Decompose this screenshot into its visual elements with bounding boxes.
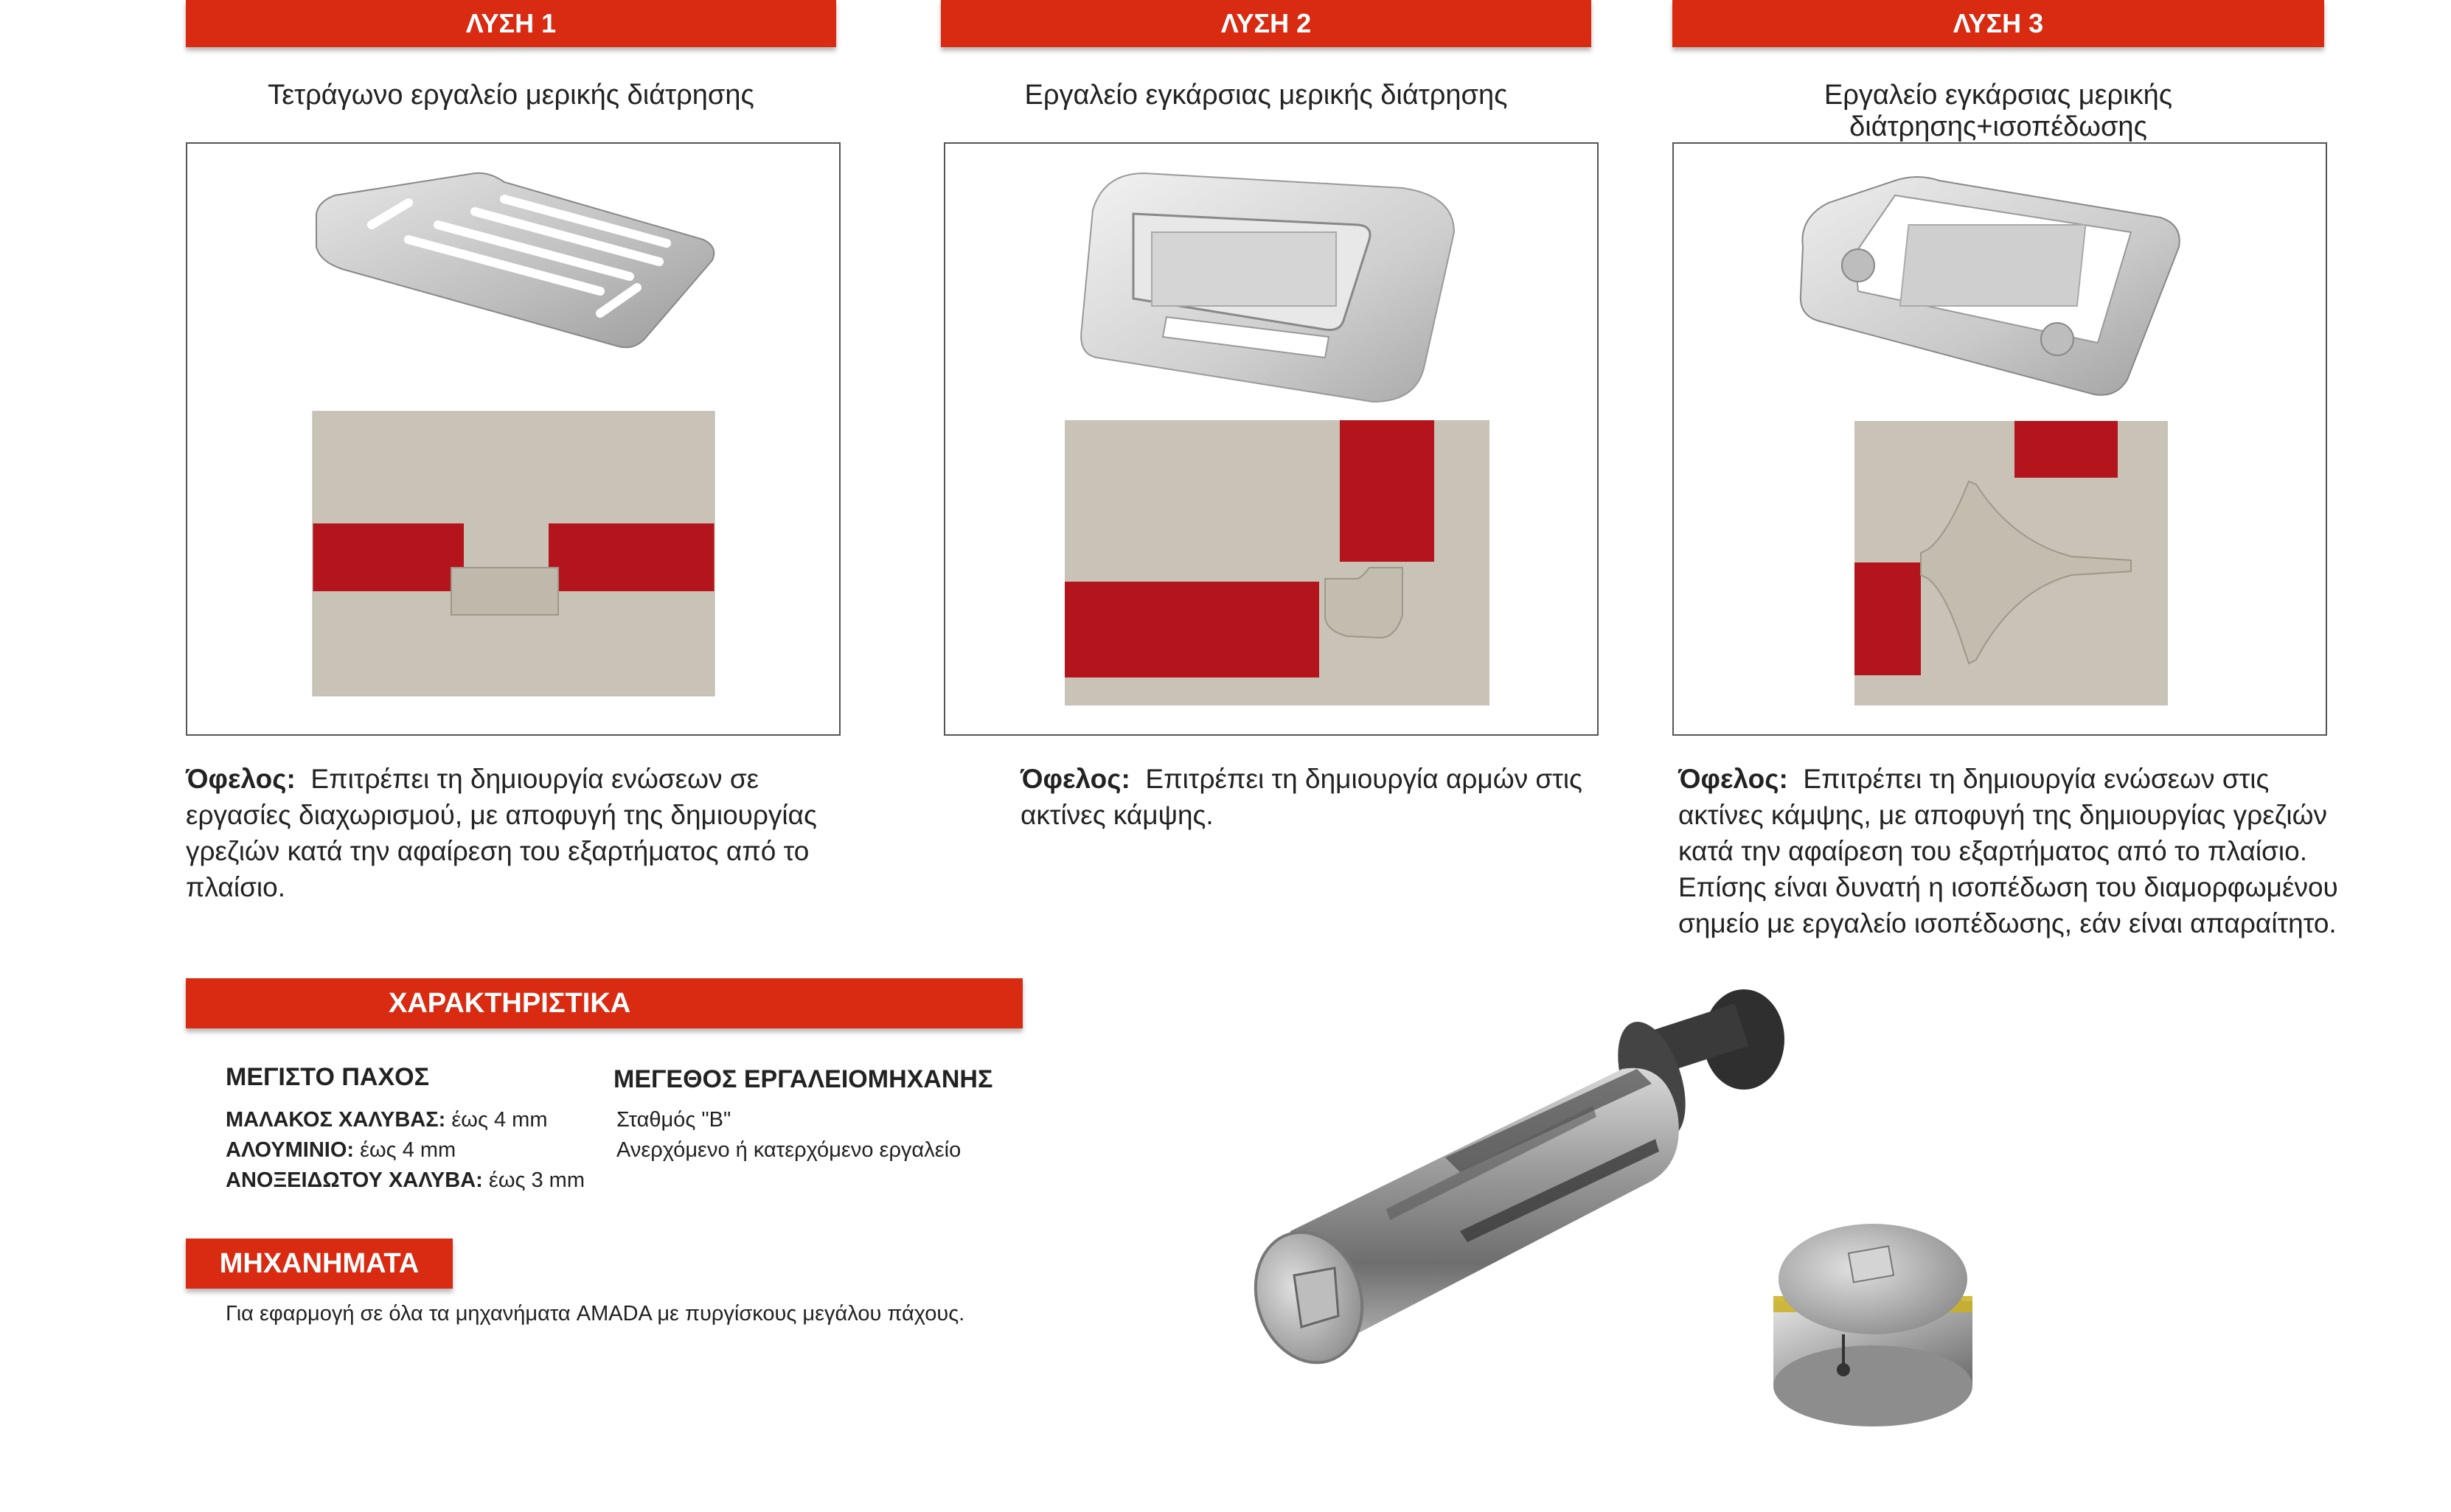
solution-2-image-frame [944, 142, 1599, 736]
solution-1-subtitle: Τετράγωνο εργαλείο μερικής διάτρησης [268, 80, 754, 111]
tool-size-direction: Ανερχόμενο ή κατερχόμενο εργαλείο [616, 1138, 962, 1162]
solution-2-subtitle: Εργαλείο εγκάρσιας μερικής διάτρησης [1024, 80, 1508, 111]
solution-3-sheet-photo [1854, 421, 2168, 706]
thickness-row-mild-steel [226, 1105, 585, 1135]
max-thickness-list [226, 1105, 585, 1196]
solution-3-image-frame [1672, 142, 2327, 736]
machines-header [186, 1238, 453, 1289]
punch-tool [1240, 989, 1784, 1376]
punch-tool-photo [1224, 988, 2050, 1445]
solution-3-tool-illustration [1674, 144, 2326, 734]
solution-2-benefit [1021, 761, 1610, 833]
thickness-value: έως 4 mm [445, 1108, 548, 1132]
solution-1-benefit-label: Όφελος: [186, 764, 296, 794]
thickness-row-aluminium [226, 1135, 585, 1166]
thickness-label: ΑΛΟΥΜΙΝΙΟ: [226, 1138, 355, 1162]
thickness-label: ΜΑΛΑΚΟΣ ΧΑΛΥΒΑΣ: [226, 1108, 446, 1132]
solution-1-benefit [186, 761, 849, 905]
solution-2-header [941, 0, 1591, 47]
solution-2-benefit-label: Όφελος: [1021, 764, 1130, 794]
machines-text: Για εφαρμογή σε όλα τα μηχανήματα AMADA με πυργίσκους μεγάλου πάχους. [226, 1302, 965, 1325]
features-header-label: ΧΑΡΑΚΤΗΡΙΣΤΙΚΑ [389, 987, 631, 1019]
thickness-value: έως 3 mm [482, 1168, 585, 1192]
solution-3-benefit-text: Επιτρέπει τη δημιουργία ενώσεων στις ακτίνες κάμψης, με αποφυγή της δημιουργίας γρεζιών κατά την αφαίρεση του εξαρτήματος από το πλαίσιο. Επίσης είναι δυνατή η ισοπέδωση του διαμορφωμένου σημείο με εργαλείο ισοπέδωσης, εάν είναι απαραίτητο. [1678, 764, 2338, 938]
thickness-label: ΑΝΟΞΕΙΔΩΤΟΥ ΧΑΛΥΒΑ: [226, 1168, 483, 1192]
solution-2-tool-illustration [945, 144, 1597, 734]
thickness-row-stainless [226, 1166, 585, 1196]
solution-3-header-label: ΛΥΣΗ 3 [1953, 8, 2044, 38]
machines-header-label: ΜΗΧΑΝΗΜΑΤΑ [219, 1247, 420, 1279]
solution-1-sheet-photo [313, 411, 715, 696]
solution-1-benefit-text: Επιτρέπει τη δημιουργία ενώσεων σε εργασίες διαχωρισμού, με αποφυγή της δημιουργίας γρεζιών κατά την αφαίρεση του εξαρτήματος από το πλαίσιο. [186, 764, 817, 902]
solution-1-tool-illustration [187, 144, 839, 734]
solution-3-header [1672, 0, 2324, 47]
die-tool [1773, 1224, 1972, 1426]
solution-1-image-frame [186, 142, 841, 736]
solution-3-benefit [1678, 761, 2349, 941]
solution-3-benefit-label: Όφελος: [1678, 764, 1788, 794]
tool-size-title: ΜΕΓΕΘΟΣ ΕΡΓΑΛΕΙΟΜΗΧΑΝΗΣ [613, 1065, 993, 1093]
solution-2-header-label: ΛΥΣΗ 2 [1220, 8, 1312, 38]
solution-2-sheet-photo [1065, 420, 1489, 706]
solution-3-subtitle: Εργαλείο εγκάρσιας μερικής διάτρησης+ισοπέδωσης [1824, 80, 2173, 142]
thickness-value: έως 4 mm [354, 1138, 456, 1162]
tool-size-station: Σταθμός "B" [616, 1108, 731, 1132]
tool-size-list [616, 1105, 961, 1166]
solution-1-header-label: ΛΥΣΗ 1 [465, 8, 557, 38]
features-header [186, 978, 1023, 1028]
solution-2-benefit-text: Επιτρέπει τη δημιουργία αρμών στις ακτίνες κάμψης. [1021, 764, 1582, 830]
max-thickness-title: ΜΕΓΙΣΤΟ ΠΑΧΟΣ [226, 1063, 429, 1091]
solution-1-header [186, 0, 836, 47]
